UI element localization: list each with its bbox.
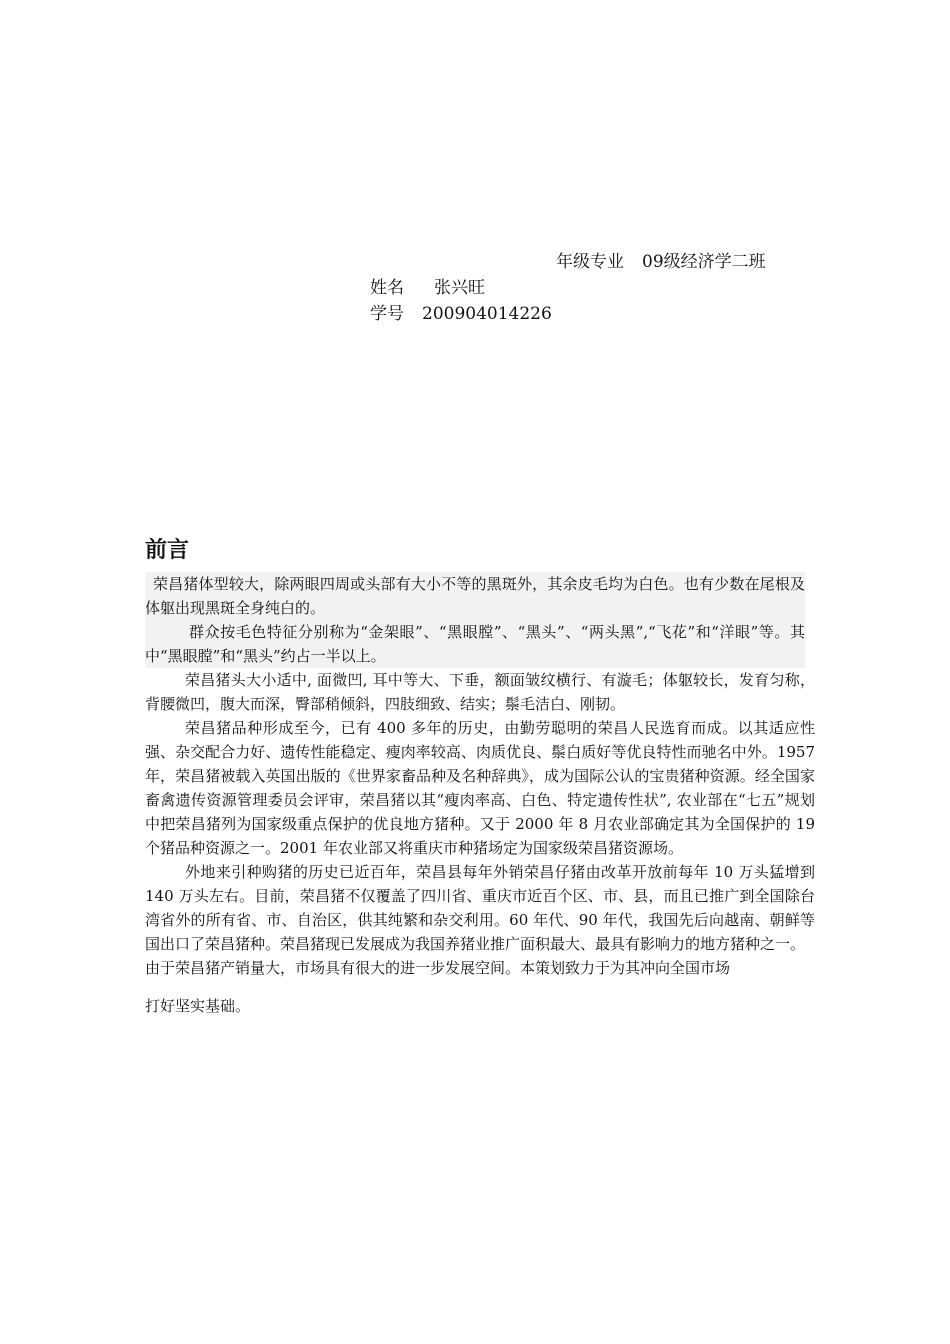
- student-id-label: 学号: [370, 304, 404, 324]
- closing-line-2: 打好坚实基础。: [145, 997, 251, 1015]
- paragraph-4: 荣昌猪品种形成至今，已有 400 多年的历史，由勤劳聪明的荣昌人民选育而成。以其适应性强、杂交配合力好、遗传性能稳定、瘦肉率较高、肉质优良、鬃白质好等优良特性而驰名中外。1957 年，荣昌猪被载入英国出版的《世界家畜品种及名种辞典》，成为国际公认的宝贵猪种资源。经全国家畜禽遗传资源管理委员会评审，荣昌猪以其“瘦肉率高、白色、特定遗传性状”, 农业部在“七五”规划中把荣昌猪列为国家级重点保护的优良地方猪种。又于 2000 年 8 月农业部确定其为全国保护的 19 个猪品种资源之一。2001 年农业部又将重庆市种猪场定为国家级荣昌猪资源场。: [145, 719, 815, 857]
- grade-major-value: 09级经济学二班: [642, 252, 766, 272]
- name-line: [370, 277, 485, 299]
- section-heading: 前言: [145, 537, 190, 563]
- paragraph-2: 群众按毛色特征分别称为“金架眼”、“黑眼膛”、“黑头”、“两头黑”,“飞花”和“洋眼”等。其中“黑眼膛”和“黑头”约占一半以上。: [145, 620, 805, 668]
- closing-line-1: 由于荣昌猪产销量大，市场具有很大的进一步发展空间。本策划致力于为其冲向全国市场: [145, 959, 731, 977]
- paragraph-3: 荣昌猪头大小适中, 面微凹, 耳中等大、下垂，额面皱纹横行、有漩毛；体躯较长，发育匀称，背腰微凹，腹大而深，臀部稍倾斜，四肢细致、结实；鬃毛洁白、刚韧。: [145, 671, 815, 713]
- closing-paragraph: [145, 956, 815, 1018]
- grade-major-label: 年级专业: [556, 252, 624, 272]
- name-label: 姓名: [370, 278, 404, 298]
- grade-major-line: [556, 251, 766, 273]
- document-body: [145, 572, 815, 1018]
- paragraph-1: 荣昌猪体型较大，除两眼四周或头部有大小不等的黑斑外，其余皮毛均为白色。也有少数在尾根及体躯出现黑斑全身纯白的。: [145, 572, 805, 620]
- student-id-line: [370, 303, 552, 325]
- paragraph-5: 外地来引种购猪的历史已近百年，荣昌县每年外销荣昌仔猪由改革开放前每年 10 万头猛增到 140 万头左右。目前，荣昌猪不仅覆盖了四川省、重庆市近百个区、市、县，而且已推广到全国除台湾省外的所有省、市、自治区，供其纯繁和杂交利用。60 年代、90 年代，我国先后向越南、朝鲜等国出口了荣昌猪种。荣昌猪现已发展成为我国养猪业推广面积最大、最具有影响力的地方猪种之一。: [145, 863, 815, 953]
- student-id-value: 200904014226: [422, 304, 552, 324]
- name-value: 张兴旺: [434, 278, 485, 298]
